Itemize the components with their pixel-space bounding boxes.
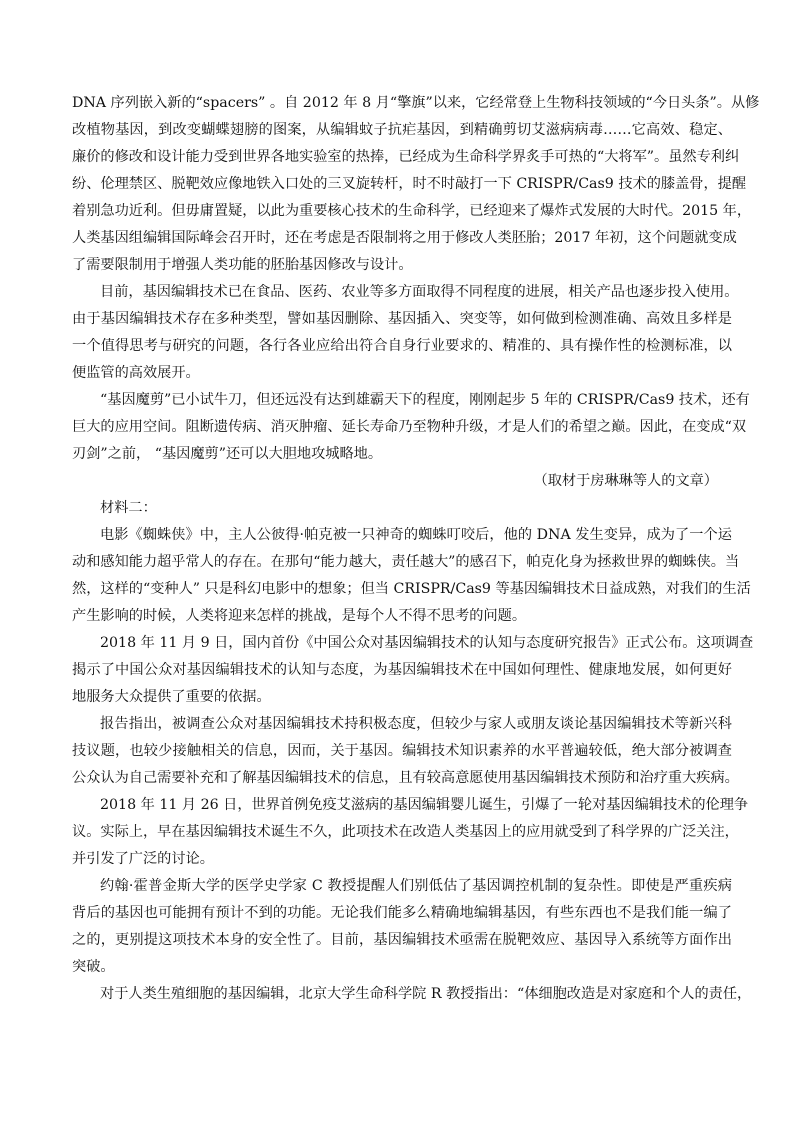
document-page xyxy=(72,90,760,1008)
text-line: 人类基因组编辑国际峰会召开时，还在考虑是否限制将之用于修改人类胚胎；2017 年初，这个问题就变成 xyxy=(72,230,737,246)
text-line: 由于基因编辑技术存在多种类型，譬如基因删除、基因插入、突变等，如何做到检测准确、高效且多样是 xyxy=(72,311,732,327)
text-line: 纷、伦理禁区、脱靶效应像地铁入口处的三叉旋转杆，时不时敲打一下 CRISPR/Cas9 技术的膝盖骨，提醒 xyxy=(72,176,747,192)
text-line: 刃剑”之前， “基因魔剪”还可以大胆地攻城略地。 xyxy=(72,446,383,462)
text-line: 改植物基因，到改变蝴蝶翅膀的图案，从编辑蚊子抗疟基因，到精确剪切艾滋病病毒……它高效、稳定、 xyxy=(72,122,732,138)
text-line: 揭示了中国公众对基因编辑技术的认知与态度，为基因编辑技术在中国如何理性、健康地发展，如何更好 xyxy=(72,662,732,678)
text-line: “基因魔剪”已小试牛刀，但还远没有达到雄霸天下的程度，刚刚起步 5 年的 CRISPR/Cas9 技术，还有 xyxy=(100,392,750,408)
text-line: 电影《蜘蛛侠》中，主人公彼得·帕克被一只神奇的蜘蛛叮咬后，他的 DNA 发生变异，成为了一个运 xyxy=(100,527,732,543)
text-line: 地服务大众提供了重要的依据。 xyxy=(72,689,271,705)
source-citation: （取材于房琳琳等人的文章） xyxy=(533,473,718,489)
text-line: DNA 序列嵌入新的“spacers” 。自 2012 年 8 月“擎旗”以来，它经常登上生物科技领域的“今日头条”。从修 xyxy=(72,95,760,111)
text-line: 议。实际上，早在基因编辑技术诞生不久，此项技术在改造人类基因上的应用就受到了科学界的广泛关注， xyxy=(72,824,739,840)
text-line: 了需要限制用于增强人类功能的胚胎基因修改与设计。 xyxy=(72,257,413,273)
text-line: 背后的基因也可能拥有预计不到的功能。无论我们能多么精确地编辑基因，有些东西也不是我们能一编了 xyxy=(72,905,732,921)
text-line: 公众认为自己需要补充和了解基因编辑技术的信息，且有较高意愿使用基因编辑技术预防和治疗重大疾病。 xyxy=(72,770,739,786)
text-line: 一个值得思考与研究的问题，各行各业应给出符合自身行业要求的、精准的、具有操作性的检测标准，以 xyxy=(72,338,732,354)
text-line: 对于人类生殖细胞的基因编辑，北京大学生命科学院 R 教授指出：“体细胞改造是对家庭和个人的责任， xyxy=(100,986,752,1002)
text-line: 便监管的高效展开。 xyxy=(72,365,200,381)
text-line: 产生影响的时候，人类将迎来怎样的挑战，是每个人不得不思考的问题。 xyxy=(72,608,527,624)
text-line: 然，这样的“变种人” 只是科幻电影中的想象；但当 CRISPR/Cas9 等基因编辑技术日益成熟，对我们的生活 xyxy=(72,581,751,597)
text-line: 目前，基因编辑技术已在食品、医药、农业等多方面取得不同程度的进展，相关产品也逐步投入使用。 xyxy=(100,284,739,300)
text-line: 2018 年 11 月 26 日，世界首例免疫艾滋病的基因编辑婴儿诞生，引爆了一轮对基因编辑技术的伦理争 xyxy=(100,797,749,813)
text-line: 动和感知能力超乎常人的存在。在那句“能力越大，责任越大”的感召下，帕克化身为拯救世界的蜘蛛侠。当 xyxy=(72,554,740,570)
text-line: 并引发了广泛的讨论。 xyxy=(72,851,214,867)
text-line: 技议题，也较少接触相关的信息，因而，关于基因。编辑技术知识素养的水平普遍较低，绝大部分被调查 xyxy=(72,743,732,759)
section-title: 材料二： xyxy=(100,500,157,516)
text-line: 巨大的应用空间。阻断遗传病、消灭肿瘤、延长寿命乃至物种升级，才是人们的希望之巅。因此，在变成“双 xyxy=(72,419,747,435)
text-line: 2018 年 11 月 9 日，国内首份《中国公众对基因编辑技术的认知与态度研究报告》正式公布。这项调查 xyxy=(100,635,754,651)
text-line: 突破。 xyxy=(72,959,115,975)
text-line: 廉价的修改和设计能力受到世界各地实验室的热捧，已经成为生命科学界炙手可热的“大将军”。虽然专利纠 xyxy=(72,149,740,165)
text-line: 约翰·霍普金斯大学的医学史学家 C 教授提醒人们别低估了基因调控机制的复杂性。即使是严重疾病 xyxy=(100,878,732,894)
text-line: 着别急功近利。但毋庸置疑，以此为重要核心技术的生命科学，已经迎来了爆炸式发展的大时代。2015 年， xyxy=(72,203,752,219)
text-line: 之的，更别提这项技术本身的安全性了。目前，基因编辑技术亟需在脱靶效应、基因导入系统等方面作出 xyxy=(72,932,732,948)
text-line: 报告指出，被调查公众对基因编辑技术持积极态度，但较少与家人或朋友谈论基因编辑技术等新兴科 xyxy=(100,716,732,732)
